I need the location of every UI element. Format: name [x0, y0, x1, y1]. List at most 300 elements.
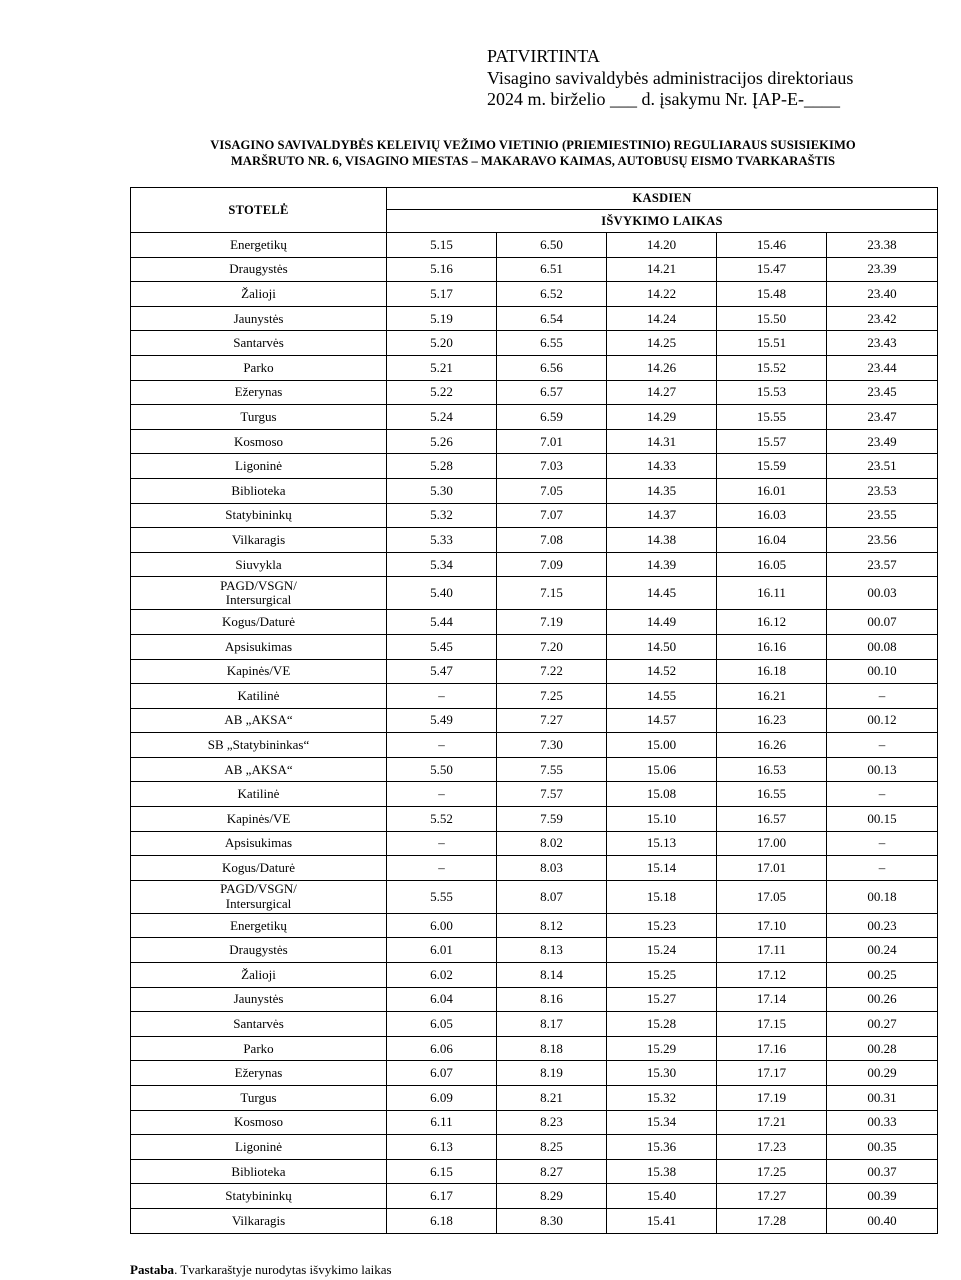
- departure-time-cell: 7.25: [497, 684, 607, 709]
- departure-time-cell: 00.33: [827, 1110, 938, 1135]
- departure-time-cell: 17.15: [717, 1012, 827, 1037]
- table-row: [131, 306, 938, 331]
- departure-time-cell: –: [827, 684, 938, 709]
- departure-time-cell: 14.26: [607, 355, 717, 380]
- stop-name: Vilkaragis: [231, 1212, 286, 1228]
- departure-time-cell: 16.01: [717, 478, 827, 503]
- stop-name-cell: [131, 454, 387, 479]
- departure-time-cell: 00.37: [827, 1159, 938, 1184]
- departure-time-cell: 17.17: [717, 1061, 827, 1086]
- departure-time-cell: 14.45: [607, 577, 717, 610]
- departure-time-cell: 15.48: [717, 282, 827, 307]
- departure-time-cell: 15.13: [607, 831, 717, 856]
- departure-time-cell: 8.14: [497, 963, 607, 988]
- departure-time-cell: 6.17: [387, 1184, 497, 1209]
- departure-time-cell: 15.36: [607, 1135, 717, 1160]
- departure-time-cell: 00.35: [827, 1135, 938, 1160]
- stop-name: Vilkaragis: [231, 531, 286, 547]
- departure-time-cell: 6.54: [497, 306, 607, 331]
- stop-name: Statybininkų: [225, 507, 292, 523]
- departure-time-cell: 15.47: [717, 257, 827, 282]
- departure-time-cell: 15.32: [607, 1086, 717, 1111]
- table-row: [131, 831, 938, 856]
- table-row: [131, 282, 938, 307]
- departure-time-cell: 23.56: [827, 528, 938, 553]
- stop-name-cell: [131, 913, 387, 938]
- departure-time-cell: 15.08: [607, 782, 717, 807]
- stop-name-cell: [131, 1135, 387, 1160]
- table-row: [131, 355, 938, 380]
- departure-time-cell: 6.15: [387, 1159, 497, 1184]
- column-header-stop: STOTELĖ: [131, 188, 387, 233]
- departure-time-cell: 6.09: [387, 1086, 497, 1111]
- stop-name: Katilinė: [237, 786, 280, 802]
- stop-name-cell: [131, 684, 387, 709]
- departure-time-cell: 5.30: [387, 478, 497, 503]
- departure-time-cell: 17.01: [717, 856, 827, 881]
- table-row: [131, 257, 938, 282]
- table-row: [131, 1184, 938, 1209]
- table-header-row: [131, 188, 938, 210]
- departure-time-cell: 15.38: [607, 1159, 717, 1184]
- departure-time-cell: 00.25: [827, 963, 938, 988]
- departure-time-cell: 8.18: [497, 1036, 607, 1061]
- departure-time-cell: 00.13: [827, 757, 938, 782]
- departure-time-cell: 00.08: [827, 634, 938, 659]
- stop-name: Santarvės: [233, 1016, 284, 1032]
- approval-block: [487, 46, 947, 111]
- document-title: [130, 137, 936, 169]
- stop-name: Biblioteka: [231, 1163, 286, 1179]
- stop-name-cell: [131, 708, 387, 733]
- stop-name: Jaunystės: [233, 310, 284, 326]
- stop-name: Ežerynas: [234, 384, 283, 400]
- stop-name: Parko: [243, 359, 274, 375]
- column-header-daily: KASDIEN: [387, 188, 938, 210]
- departure-time-cell: 17.28: [717, 1208, 827, 1233]
- departure-time-cell: 15.52: [717, 355, 827, 380]
- departure-time-cell: 7.01: [497, 429, 607, 454]
- departure-time-cell: 8.30: [497, 1208, 607, 1233]
- departure-time-cell: 17.21: [717, 1110, 827, 1135]
- approval-issuer: Visagino savivaldybės administracijos direktoriaus: [487, 67, 854, 88]
- bus-schedule-table: [130, 187, 938, 1234]
- stop-name: Turgus: [240, 1089, 277, 1105]
- stop-name: Statybininkų: [225, 1188, 292, 1204]
- table-row: [131, 913, 938, 938]
- departure-time-cell: 23.40: [827, 282, 938, 307]
- departure-time-cell: 16.11: [717, 577, 827, 610]
- departure-time-cell: 14.20: [607, 233, 717, 258]
- table-row: [131, 1110, 938, 1135]
- departure-time-cell: 7.05: [497, 478, 607, 503]
- stop-name-cell: [131, 963, 387, 988]
- departure-time-cell: 7.20: [497, 634, 607, 659]
- departure-time-cell: 8.17: [497, 1012, 607, 1037]
- stop-name: PAGD/VSGN/: [220, 881, 297, 897]
- departure-time-cell: –: [387, 733, 497, 758]
- stop-name-cell: [131, 610, 387, 635]
- departure-time-cell: 00.18: [827, 880, 938, 913]
- departure-time-cell: 17.14: [717, 987, 827, 1012]
- departure-time-cell: 7.27: [497, 708, 607, 733]
- departure-time-cell: 00.31: [827, 1086, 938, 1111]
- departure-time-cell: 7.57: [497, 782, 607, 807]
- departure-time-cell: 8.23: [497, 1110, 607, 1135]
- stop-name-cell: [131, 1086, 387, 1111]
- departure-time-cell: 00.39: [827, 1184, 938, 1209]
- stop-name-cell: [131, 1061, 387, 1086]
- departure-time-cell: 16.53: [717, 757, 827, 782]
- departure-time-cell: –: [387, 782, 497, 807]
- departure-time-cell: 14.21: [607, 257, 717, 282]
- stop-name-cell: [131, 1159, 387, 1184]
- departure-time-cell: 5.21: [387, 355, 497, 380]
- departure-time-cell: 7.07: [497, 503, 607, 528]
- departure-time-cell: 17.16: [717, 1036, 827, 1061]
- stop-name-cell: [131, 355, 387, 380]
- stop-name-cell: [131, 856, 387, 881]
- stop-name: Ežerynas: [234, 1065, 283, 1081]
- table-row: [131, 1061, 938, 1086]
- table-row: [131, 577, 938, 610]
- table-row: [131, 634, 938, 659]
- departure-time-cell: 23.51: [827, 454, 938, 479]
- table-row: [131, 880, 938, 913]
- departure-time-cell: 00.12: [827, 708, 938, 733]
- departure-time-cell: 23.49: [827, 429, 938, 454]
- departure-time-cell: 7.19: [497, 610, 607, 635]
- departure-time-cell: 6.59: [497, 405, 607, 430]
- table-row: [131, 405, 938, 430]
- stop-name-cell: [131, 1012, 387, 1037]
- stop-name: Žalioji: [241, 285, 276, 301]
- departure-time-cell: 5.45: [387, 634, 497, 659]
- table-row: [131, 552, 938, 577]
- stop-name: Apsisukimas: [224, 638, 293, 654]
- departure-time-cell: 23.39: [827, 257, 938, 282]
- stop-name: Kapinės/VE: [226, 810, 291, 826]
- departure-time-cell: –: [827, 856, 938, 881]
- departure-time-cell: 15.46: [717, 233, 827, 258]
- stop-name: SB „Statybininkas“: [207, 737, 310, 753]
- departure-time-cell: 14.35: [607, 478, 717, 503]
- departure-time-cell: 00.10: [827, 659, 938, 684]
- stop-name-cell: [131, 733, 387, 758]
- departure-time-cell: 5.19: [387, 306, 497, 331]
- departure-time-cell: 15.28: [607, 1012, 717, 1037]
- stop-name-cell: [131, 552, 387, 577]
- stop-name-cell: [131, 880, 387, 913]
- departure-time-cell: 23.38: [827, 233, 938, 258]
- departure-time-cell: 23.55: [827, 503, 938, 528]
- stop-name-cell: [131, 634, 387, 659]
- departure-time-cell: 8.21: [497, 1086, 607, 1111]
- departure-time-cell: 17.05: [717, 880, 827, 913]
- departure-time-cell: 15.27: [607, 987, 717, 1012]
- departure-time-cell: 15.06: [607, 757, 717, 782]
- departure-time-cell: 7.55: [497, 757, 607, 782]
- stop-name-cell: [131, 1110, 387, 1135]
- stop-name: Draugystės: [229, 261, 288, 277]
- departure-time-cell: 23.43: [827, 331, 938, 356]
- table-row: [131, 503, 938, 528]
- departure-time-cell: 15.40: [607, 1184, 717, 1209]
- departure-time-cell: 15.29: [607, 1036, 717, 1061]
- departure-time-cell: –: [827, 733, 938, 758]
- schedule-body: [131, 233, 938, 1234]
- departure-time-cell: 17.19: [717, 1086, 827, 1111]
- departure-time-cell: 8.19: [497, 1061, 607, 1086]
- departure-time-cell: 8.27: [497, 1159, 607, 1184]
- departure-time-cell: 5.40: [387, 577, 497, 610]
- departure-time-cell: 5.17: [387, 282, 497, 307]
- departure-time-cell: 6.50: [497, 233, 607, 258]
- departure-time-cell: 14.49: [607, 610, 717, 635]
- departure-time-cell: 7.22: [497, 659, 607, 684]
- departure-time-cell: 6.06: [387, 1036, 497, 1061]
- table-row: [131, 1159, 938, 1184]
- footnote-label: Pastaba: [130, 1262, 175, 1277]
- departure-time-cell: 00.29: [827, 1061, 938, 1086]
- departure-time-cell: 7.15: [497, 577, 607, 610]
- stop-name: Žalioji: [241, 966, 276, 982]
- departure-time-cell: 15.30: [607, 1061, 717, 1086]
- stop-name-cell: [131, 503, 387, 528]
- table-row: [131, 380, 938, 405]
- departure-time-cell: –: [387, 856, 497, 881]
- footnote-text: . Tvarkaraštyje nurodytas išvykimo laikas: [174, 1262, 392, 1277]
- table-row: [131, 938, 938, 963]
- departure-time-cell: 6.04: [387, 987, 497, 1012]
- departure-time-cell: –: [387, 831, 497, 856]
- departure-time-cell: 5.28: [387, 454, 497, 479]
- departure-time-cell: 17.25: [717, 1159, 827, 1184]
- departure-time-cell: 23.42: [827, 306, 938, 331]
- departure-time-cell: 14.50: [607, 634, 717, 659]
- departure-time-cell: 6.00: [387, 913, 497, 938]
- departure-time-cell: 15.59: [717, 454, 827, 479]
- stop-name: Turgus: [240, 408, 277, 424]
- stop-name: AB „AKSA“: [224, 761, 293, 777]
- departure-time-cell: 00.40: [827, 1208, 938, 1233]
- departure-time-cell: 14.57: [607, 708, 717, 733]
- departure-time-cell: 14.39: [607, 552, 717, 577]
- stop-name: AB „AKSA“: [224, 712, 293, 728]
- departure-time-cell: 23.45: [827, 380, 938, 405]
- departure-time-cell: 6.51: [497, 257, 607, 282]
- departure-time-cell: 7.30: [497, 733, 607, 758]
- stop-name-cell: [131, 757, 387, 782]
- stop-name: Siuvykla: [235, 556, 282, 572]
- stop-name: Energetikų: [230, 236, 287, 252]
- table-row: [131, 1135, 938, 1160]
- departure-time-cell: 16.26: [717, 733, 827, 758]
- stop-name-cell: [131, 429, 387, 454]
- departure-time-cell: 23.44: [827, 355, 938, 380]
- departure-time-cell: 15.14: [607, 856, 717, 881]
- stop-name: Kapinės/VE: [226, 663, 291, 679]
- departure-time-cell: 15.55: [717, 405, 827, 430]
- departure-time-cell: 14.31: [607, 429, 717, 454]
- departure-time-cell: 15.50: [717, 306, 827, 331]
- departure-time-cell: 15.34: [607, 1110, 717, 1135]
- departure-time-cell: –: [387, 684, 497, 709]
- stop-name-cell: [131, 528, 387, 553]
- stop-name-cell: [131, 1036, 387, 1061]
- departure-time-cell: 15.23: [607, 913, 717, 938]
- stop-name: PAGD/VSGN/: [220, 577, 297, 593]
- departure-time-cell: –: [827, 782, 938, 807]
- departure-time-cell: 23.53: [827, 478, 938, 503]
- departure-time-cell: 14.25: [607, 331, 717, 356]
- departure-time-cell: 00.28: [827, 1036, 938, 1061]
- departure-time-cell: 5.34: [387, 552, 497, 577]
- departure-time-cell: 16.57: [717, 807, 827, 832]
- table-row: [131, 856, 938, 881]
- table-row: [131, 528, 938, 553]
- departure-time-cell: 5.16: [387, 257, 497, 282]
- table-row: [131, 1086, 938, 1111]
- stop-name-cell: [131, 257, 387, 282]
- departure-time-cell: 16.04: [717, 528, 827, 553]
- document-title-line-2: MARŠRUTO NR. 6, VISAGINO MIESTAS – MAKARAVO KAIMAS, AUTOBUSŲ EISMO TVARKARAŠTIS: [230, 154, 836, 168]
- departure-time-cell: 15.18: [607, 880, 717, 913]
- departure-time-cell: 5.20: [387, 331, 497, 356]
- departure-time-cell: 00.27: [827, 1012, 938, 1037]
- stop-name: Katilinė: [237, 687, 280, 703]
- departure-time-cell: 00.15: [827, 807, 938, 832]
- departure-time-cell: 17.11: [717, 938, 827, 963]
- departure-time-cell: 17.12: [717, 963, 827, 988]
- departure-time-cell: 5.32: [387, 503, 497, 528]
- table-row: [131, 987, 938, 1012]
- stop-name-cell: [131, 782, 387, 807]
- departure-time-cell: 8.13: [497, 938, 607, 963]
- stop-name-cell: [131, 282, 387, 307]
- departure-time-cell: 8.02: [497, 831, 607, 856]
- departure-time-cell: 6.07: [387, 1061, 497, 1086]
- departure-time-cell: 16.05: [717, 552, 827, 577]
- departure-time-cell: 7.09: [497, 552, 607, 577]
- stop-name-cell: [131, 1184, 387, 1209]
- departure-time-cell: 6.55: [497, 331, 607, 356]
- departure-time-cell: 6.02: [387, 963, 497, 988]
- departure-time-cell: 17.23: [717, 1135, 827, 1160]
- departure-time-cell: 16.21: [717, 684, 827, 709]
- departure-time-cell: 15.00: [607, 733, 717, 758]
- departure-time-cell: 8.16: [497, 987, 607, 1012]
- departure-time-cell: 15.53: [717, 380, 827, 405]
- departure-time-cell: 14.52: [607, 659, 717, 684]
- departure-time-cell: 6.01: [387, 938, 497, 963]
- departure-time-cell: 6.13: [387, 1135, 497, 1160]
- stop-name: Biblioteka: [231, 482, 286, 498]
- departure-time-cell: 00.23: [827, 913, 938, 938]
- stop-name: Jaunystės: [233, 991, 284, 1007]
- departure-time-cell: 15.51: [717, 331, 827, 356]
- stop-name-cell: [131, 659, 387, 684]
- departure-time-cell: 5.52: [387, 807, 497, 832]
- table-row: [131, 610, 938, 635]
- stop-name: Parko: [243, 1040, 274, 1056]
- departure-time-cell: 8.25: [497, 1135, 607, 1160]
- departure-time-cell: 15.24: [607, 938, 717, 963]
- departure-time-cell: 8.07: [497, 880, 607, 913]
- stop-name-cell: [131, 405, 387, 430]
- departure-time-cell: 8.12: [497, 913, 607, 938]
- table-row: [131, 429, 938, 454]
- document-title-line-1: VISAGINO SAVIVALDYBĖS KELEIVIŲ VEŽIMO VIETINIO (PRIEMIESTINIO) REGULIARAUS SUSISIEKIMO: [210, 138, 856, 152]
- table-row: [131, 478, 938, 503]
- departure-time-cell: 5.22: [387, 380, 497, 405]
- departure-time-cell: 5.33: [387, 528, 497, 553]
- departure-time-cell: 16.12: [717, 610, 827, 635]
- departure-time-cell: 14.29: [607, 405, 717, 430]
- departure-time-cell: 16.03: [717, 503, 827, 528]
- departure-time-cell: 6.18: [387, 1208, 497, 1233]
- departure-time-cell: 7.08: [497, 528, 607, 553]
- departure-time-cell: 15.25: [607, 963, 717, 988]
- table-row: [131, 1208, 938, 1233]
- departure-time-cell: 14.37: [607, 503, 717, 528]
- stop-name-cell: [131, 306, 387, 331]
- stop-name: Ligoninė: [235, 1138, 282, 1154]
- departure-time-cell: 14.27: [607, 380, 717, 405]
- table-row: [131, 1012, 938, 1037]
- departure-time-cell: 17.10: [717, 913, 827, 938]
- departure-time-cell: 5.47: [387, 659, 497, 684]
- stop-name: Kosmoso: [233, 433, 284, 449]
- table-row: [131, 963, 938, 988]
- table-row: [131, 454, 938, 479]
- table-row: [131, 782, 938, 807]
- departure-time-cell: 15.10: [607, 807, 717, 832]
- table-row: [131, 733, 938, 758]
- table-row: [131, 807, 938, 832]
- stop-name: Kogus/Daturė: [222, 614, 295, 630]
- column-header-departure-time: IŠVYKIMO LAIKAS: [387, 210, 938, 233]
- departure-time-cell: 7.03: [497, 454, 607, 479]
- stop-name: Ligoninė: [235, 458, 282, 474]
- departure-time-cell: 17.00: [717, 831, 827, 856]
- table-row: [131, 684, 938, 709]
- stop-name: Apsisukimas: [224, 835, 293, 851]
- departure-time-cell: 14.33: [607, 454, 717, 479]
- stop-name-cell: [131, 233, 387, 258]
- stop-name-continued: Intersurgical: [225, 592, 292, 608]
- stop-name-cell: [131, 831, 387, 856]
- stop-name-cell: [131, 938, 387, 963]
- departure-time-cell: 23.47: [827, 405, 938, 430]
- footnote: [130, 1262, 392, 1278]
- stop-name-cell: [131, 577, 387, 610]
- stop-name: Energetikų: [230, 917, 287, 933]
- departure-time-cell: 00.26: [827, 987, 938, 1012]
- departure-time-cell: 5.44: [387, 610, 497, 635]
- departure-time-cell: 16.55: [717, 782, 827, 807]
- departure-time-cell: 15.41: [607, 1208, 717, 1233]
- departure-time-cell: 00.03: [827, 577, 938, 610]
- departure-time-cell: 16.23: [717, 708, 827, 733]
- departure-time-cell: 5.49: [387, 708, 497, 733]
- departure-time-cell: 6.05: [387, 1012, 497, 1037]
- departure-time-cell: 6.57: [497, 380, 607, 405]
- departure-time-cell: 5.15: [387, 233, 497, 258]
- departure-time-cell: 15.57: [717, 429, 827, 454]
- departure-time-cell: 6.52: [497, 282, 607, 307]
- departure-time-cell: 14.22: [607, 282, 717, 307]
